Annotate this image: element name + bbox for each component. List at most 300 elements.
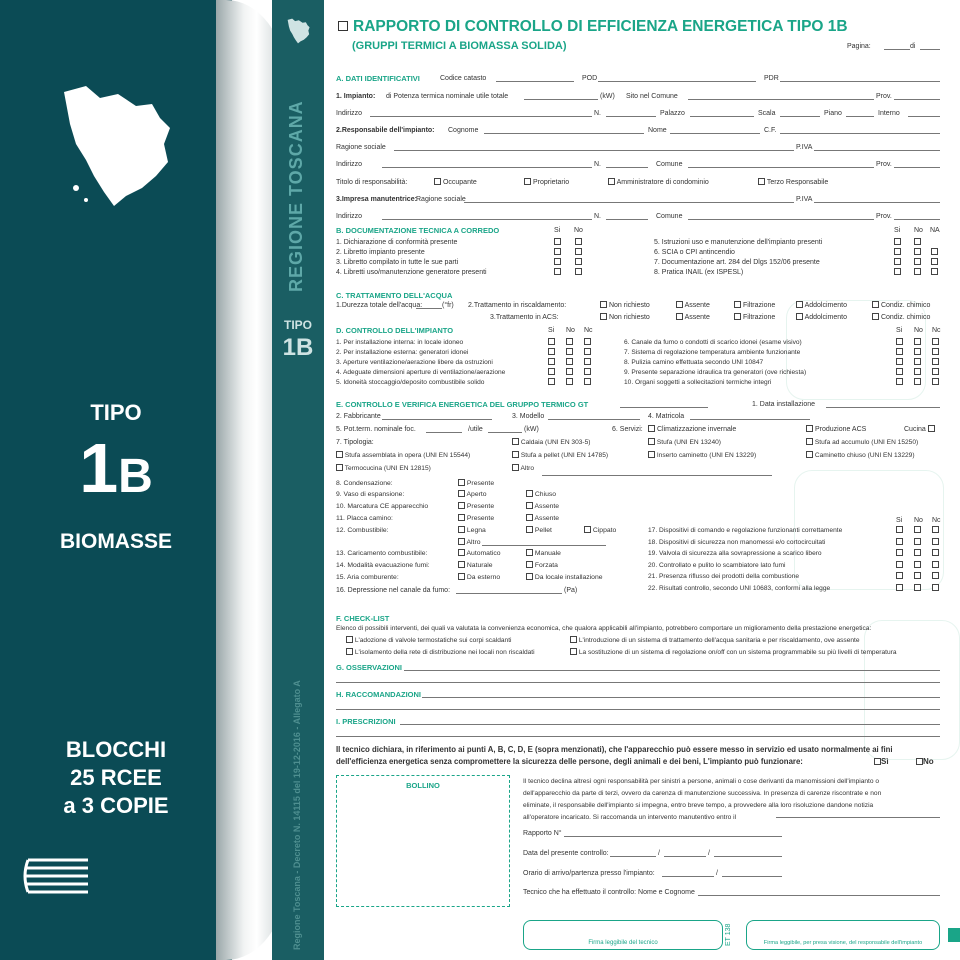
e-left-opt-8-0[interactable]: Da esterno <box>458 573 500 582</box>
cf-field[interactable] <box>780 133 940 134</box>
d-checkbox-6-2[interactable] <box>932 338 939 347</box>
d-item-4: 4. Adeguate dimensioni aperture di ventilazione/aerazione <box>336 369 506 376</box>
e-left-opt-0-0[interactable]: Presente <box>458 479 494 488</box>
n-field-2[interactable] <box>606 167 648 168</box>
section-h-heading: H. RACCOMANDAZIONI <box>336 690 421 699</box>
matricola-field[interactable] <box>690 419 810 420</box>
f-item-1[interactable]: L'adozione di valvole termostatiche sui corpi scaldanti <box>346 636 512 645</box>
b-checkbox-6-0[interactable] <box>894 248 901 257</box>
b-checkbox-5-1[interactable] <box>914 238 921 247</box>
fabbricante-label: 2. Fabbricante <box>336 413 381 420</box>
e-left-opt-6-1[interactable]: Manuale <box>526 549 561 558</box>
osservazioni-field[interactable] <box>404 670 940 671</box>
b-item-4: 4. Libretti uso/manutenzione generatore presenti <box>336 269 487 276</box>
pot-label: 5. Pot.term. nominale foc. <box>336 426 416 433</box>
d-item-3: 3. Aperture ventilazione/aerazione libere da ostruzioni <box>336 359 493 366</box>
tipo-opt-8[interactable]: Altro <box>512 464 534 473</box>
e-checkbox-18-0[interactable] <box>896 538 903 547</box>
tipo-opt-0[interactable]: Caldaia (UNI EN 303-5) <box>512 438 590 447</box>
b-checkbox-3-0[interactable] <box>554 258 561 267</box>
b-checkbox-4-1[interactable] <box>575 268 582 277</box>
d-item-10: 10. Organi soggetti a sollecitazioni termiche integri <box>624 379 772 386</box>
c-opt-0-3[interactable]: Addolcimento <box>796 301 847 310</box>
piano-field[interactable] <box>846 116 874 117</box>
d-checkbox-8-2[interactable] <box>932 358 939 367</box>
d-item-9: 9. Presente separazione idraulica tra generatori (ove richiesta) <box>624 369 807 376</box>
b-item-8: 8. Pratica INAIL (ex ISPESL) <box>654 269 744 276</box>
e-left-opt-4-2[interactable]: Cippato <box>584 526 616 535</box>
potenza-field[interactable] <box>524 99 598 100</box>
pot-field[interactable] <box>426 432 462 433</box>
form-code: ET 138 <box>725 923 732 946</box>
e-checkbox-21-1[interactable] <box>914 572 921 581</box>
data-year-field[interactable] <box>714 856 782 857</box>
indirizzo-field[interactable] <box>370 116 592 117</box>
b-item-2: 2. Libretto impianto presente <box>336 249 425 256</box>
d-checkbox-10-2[interactable] <box>932 378 939 387</box>
notebook-stack-icon <box>22 852 94 894</box>
d-no-header-2: No <box>914 327 923 334</box>
d-checkbox-5-1[interactable] <box>566 378 573 387</box>
opt-clima[interactable]: Climatizzazione invernale <box>648 425 736 434</box>
d-item-8: 8. Pulizia camino effettuata secondo UNI 10847 <box>624 359 764 366</box>
form-title: RAPPORTO DI CONTROLLO DI EFFICIENZA ENERGETICA TIPO 1B <box>338 18 848 36</box>
d-checkbox-7-0[interactable] <box>896 348 903 357</box>
comune-label-3: Comune <box>656 213 683 220</box>
d-checkbox-4-1[interactable] <box>566 368 573 377</box>
responsabile-label: 2.Responsabile dell'impianto: <box>336 127 435 134</box>
indirizzo-field-3[interactable] <box>382 219 592 220</box>
indirizzo-field-2[interactable] <box>382 167 592 168</box>
n-label-3: N. <box>594 213 601 220</box>
e-left-opt-7-1[interactable]: Forzata <box>526 561 558 570</box>
e-checkbox-20-1[interactable] <box>914 561 921 570</box>
titolo-label: Titolo di responsabilità: <box>336 179 408 186</box>
e-left-opt-3-0[interactable]: Presente <box>458 514 494 523</box>
orario-partenza-field[interactable] <box>722 876 782 877</box>
orario-label: Orario di arrivo/partenza presso l'impianto: <box>523 870 655 877</box>
can-run-no[interactable]: No <box>916 757 934 766</box>
d-checkbox-2-0[interactable] <box>548 348 555 357</box>
b-checkbox-2-1[interactable] <box>575 248 582 257</box>
comune-field[interactable] <box>688 99 874 100</box>
di-label: di <box>910 43 916 50</box>
d-checkbox-2-1[interactable] <box>566 348 573 357</box>
e-checkbox-19-2[interactable] <box>932 549 939 558</box>
e-checkbox-20-0[interactable] <box>896 561 903 570</box>
d-nc-header-2: Nc <box>932 327 941 334</box>
section-f-heading: F. CHECK-LIST <box>336 614 390 623</box>
data-sep-2: / <box>708 850 710 857</box>
firma-responsabile-label: Firma leggibile, per presa visione, del responsabile dell'impianto <box>763 940 923 946</box>
catasto-field[interactable] <box>496 81 574 82</box>
e-left-label-9: 9. Vaso di espansione: <box>336 491 405 498</box>
b-checkbox-6-2[interactable] <box>931 248 938 257</box>
tecnico-field[interactable] <box>698 895 940 896</box>
c-opt-0-0[interactable]: Non richiesto <box>600 301 650 310</box>
scala-field[interactable] <box>780 116 820 117</box>
tipo-opt-7[interactable]: Termocucina (UNI EN 12815) <box>336 464 431 473</box>
e-checkbox-22-0[interactable] <box>896 584 903 593</box>
b-checkbox-1-1[interactable] <box>575 238 582 247</box>
combustibile-altro-field[interactable] <box>482 545 606 546</box>
orario-sep: / <box>716 870 718 877</box>
acs-label: 3.Trattamento in ACS: <box>490 314 559 321</box>
tipo-opt-3[interactable]: Stufa assemblata in opera (UNI EN 15544) <box>336 451 470 460</box>
raccomandazioni-field[interactable] <box>422 697 940 698</box>
f-intro: Elenco di possibili interventi, dei quali va valutata la convenienza economica, che qualora applicabili all'impianto, potrebbero comportare un miglioramento della prestazione energetica: <box>336 625 872 632</box>
tipo-opt-1[interactable]: Stufa (UNI EN 13240) <box>648 438 721 447</box>
b-checkbox-8-2[interactable] <box>931 268 938 277</box>
e-left-opt-8-1[interactable]: Da locale installazione <box>526 573 603 582</box>
e-left-label-15: 14. Modalità evacuazione fumi: <box>336 562 430 569</box>
tuscany-map-icon <box>56 84 172 208</box>
rapporto-field[interactable] <box>564 836 782 837</box>
rapporto-label: Rapporto N° <box>523 830 562 837</box>
e-checkbox-19-0[interactable] <box>896 549 903 558</box>
e-left-label-16: 15. Aria comburente: <box>336 574 399 581</box>
cover-panel <box>0 0 232 960</box>
kw-label: (kW) <box>600 93 615 100</box>
e-checkbox-21-0[interactable] <box>896 572 903 581</box>
d-checkbox-5-2[interactable] <box>584 378 591 387</box>
piva2-field[interactable] <box>814 202 940 203</box>
e-left-label-8: 8. Condensazione: <box>336 480 393 487</box>
e-left-opt-2-0[interactable]: Presente <box>458 502 494 511</box>
d-checkbox-7-2[interactable] <box>932 348 939 357</box>
palazzo-label: Palazzo <box>660 110 685 117</box>
data-month-field[interactable] <box>664 856 706 857</box>
d-checkbox-6-0[interactable] <box>896 338 903 347</box>
orario-arrivo-field[interactable] <box>662 876 714 877</box>
utile-label: /utile <box>468 426 483 433</box>
c-opt-0-2[interactable]: Filtrazione <box>734 301 775 310</box>
section-c-heading: C. TRATTAMENTO DELL'ACQUA <box>336 291 453 300</box>
d-nc-header: Nc <box>584 327 593 334</box>
ragione2-field[interactable] <box>464 202 794 203</box>
opt-cucina[interactable]: Cucina <box>904 425 935 434</box>
d-checkbox-10-1[interactable] <box>914 378 921 387</box>
prov-field[interactable] <box>894 99 940 100</box>
b-item-3: 3. Libretto compilato in tutte le sue parti <box>336 259 459 266</box>
e-right-item-22: 22. Risultati controllo, secondo UNI 10683, conformi alla legge <box>648 584 831 592</box>
corner-mark <box>948 928 960 942</box>
prov-field-3[interactable] <box>894 219 940 220</box>
b-si-header: Si <box>554 227 561 234</box>
disclaimer-line-2: dell'apparecchio da parte di terzi, ovvero da carenza di manutenzione successiva. In presenza di carenze riscontrate e non <box>523 790 882 797</box>
d-item-1: 1. Per installazione interna: in locale idoneo <box>336 339 464 346</box>
e-right-item-18: 18. Dispositivi di sicurezza non manomessi e/o cortocircuitati <box>648 538 826 546</box>
d-checkbox-2-2[interactable] <box>584 348 591 357</box>
d-checkbox-4-0[interactable] <box>548 368 555 377</box>
f-item-4[interactable]: La sostituzione di un sistema di regolazione on/off con un sistema programmabile su più livelli di temperatura <box>570 648 897 657</box>
b-no-header-2: No <box>914 227 923 234</box>
d-checkbox-3-2[interactable] <box>584 358 591 367</box>
cognome-label: Cognome <box>448 127 479 134</box>
b-checkbox-5-0[interactable] <box>894 238 901 247</box>
band-decree: Regione Toscana - Decreto N. 14115 del 19-12-2016 - Allegato A <box>292 680 302 950</box>
d-si-header-2: Si <box>896 327 903 334</box>
d-checkbox-9-2[interactable] <box>932 368 939 377</box>
band-region: REGIONE TOSCANA <box>286 100 306 292</box>
data-sep: / <box>658 850 660 857</box>
fabbricante-field[interactable] <box>382 419 492 420</box>
impresa-label: 3.Impresa manutentrice: <box>336 196 417 203</box>
depr-field[interactable] <box>456 593 562 594</box>
data-day-field[interactable] <box>610 856 656 857</box>
e-no-header: No <box>914 517 923 524</box>
piano-label: Piano <box>824 110 842 117</box>
c-opt-1-0[interactable]: Non richiesto <box>600 313 650 322</box>
d-checkbox-3-1[interactable] <box>566 358 573 367</box>
e-left-opt-7-0[interactable]: Naturale <box>458 561 493 570</box>
section-i-heading: I. PRESCRIZIONI <box>336 717 396 726</box>
cover-category: BIOMASSE <box>59 530 172 553</box>
pdr-label: PDR <box>764 75 779 82</box>
depr-label: 16. Depressione nel canale da fumo: <box>336 587 451 594</box>
modello-field[interactable] <box>548 419 640 420</box>
comune-label-2: Comune <box>656 161 683 168</box>
n-field-3[interactable] <box>606 219 648 220</box>
matricola-label: 4. Matricola <box>648 413 685 420</box>
c-opt-1-3[interactable]: Addolcimento <box>796 313 847 322</box>
c-opt-1-4[interactable]: Condiz. chimico <box>872 313 930 322</box>
e-checkbox-17-1[interactable] <box>914 526 921 535</box>
gt-field[interactable] <box>620 407 708 408</box>
piva2-label: P.IVA <box>796 196 813 203</box>
band-tipo: TIPO <box>283 318 312 332</box>
side-band <box>272 0 324 960</box>
prescrizioni-field[interactable] <box>400 724 940 725</box>
b-checkbox-8-0[interactable] <box>894 268 901 277</box>
tipo-opt-2[interactable]: Stufa ad accumulo (UNI EN 15250) <box>806 438 918 447</box>
tipo-altro-field[interactable] <box>542 475 772 476</box>
data-label: Data del presente controllo: <box>523 850 609 857</box>
pagina-label: Pagina: <box>847 43 871 50</box>
e-right-item-21: 21. Presenza riflusso dei prodotti della combustione <box>648 573 800 580</box>
form-subtitle: (GRUPPI TERMICI A BIOMASSA SOLIDA) <box>352 40 567 52</box>
e-left-opt-3-1[interactable]: Assente <box>526 514 559 523</box>
interno-field[interactable] <box>908 116 940 117</box>
e-left-opt-4-0[interactable]: Legna <box>458 526 486 535</box>
e-checkbox-22-2[interactable] <box>932 584 939 593</box>
d-checkbox-1-0[interactable] <box>548 338 555 347</box>
pod-label: POD <box>582 75 598 82</box>
section-d-heading: D. CONTROLLO DELL'IMPIANTO <box>336 326 454 335</box>
opt-acs[interactable]: Produzione ACS <box>806 425 866 434</box>
pod-field[interactable] <box>598 81 756 82</box>
utile-field[interactable] <box>488 432 522 433</box>
d-item-5: 5. Idoneità stoccaggio/deposito combustibile solido <box>336 379 485 386</box>
d-si-header: Si <box>548 327 555 334</box>
b-na-header: NA <box>930 227 940 234</box>
d-checkbox-4-2[interactable] <box>584 368 591 377</box>
d-checkbox-6-1[interactable] <box>914 338 921 347</box>
e-checkbox-22-1[interactable] <box>914 584 921 593</box>
c-opt-1-2[interactable]: Filtrazione <box>734 313 775 322</box>
piva-field[interactable] <box>814 150 940 151</box>
catasto-label: Codice catasto <box>440 75 487 82</box>
indirizzo-label-3: Indirizzo <box>336 213 363 220</box>
ragione-field[interactable] <box>394 150 794 151</box>
can-run-yes[interactable]: Sì <box>874 757 889 766</box>
nome-label: Nome <box>648 127 667 134</box>
section-e-heading: E. CONTROLLO E VERIFICA ENERGETICA DEL GRUPPO TERMICO GT <box>336 400 589 409</box>
e-kw-label: (kW) <box>524 426 539 433</box>
section-a-heading: A. DATI IDENTIFICATIVI <box>336 74 420 83</box>
e-checkbox-20-2[interactable] <box>932 561 939 570</box>
b-checkbox-1-0[interactable] <box>554 238 561 247</box>
e-left-label-14: 13. Caricamento combustibile: <box>336 550 428 557</box>
e-left-opt-4-1[interactable]: Pellet <box>526 526 552 535</box>
e-left-opt-6-0[interactable]: Automatico <box>458 549 501 558</box>
b-checkbox-7-1[interactable] <box>914 258 921 267</box>
e-checkbox-21-2[interactable] <box>932 572 939 581</box>
d-checkbox-3-0[interactable] <box>548 358 555 367</box>
durezza-field[interactable] <box>416 308 442 309</box>
prov-label-2: Prov. <box>876 161 892 168</box>
tipologia-label: 7. Tipologia: <box>336 439 374 446</box>
d-checkbox-8-0[interactable] <box>896 358 903 367</box>
c-opt-1-1[interactable]: Assente <box>676 313 710 322</box>
c-opt-0-4[interactable]: Condiz. chimico <box>872 301 930 310</box>
prescrizioni-field-2[interactable] <box>336 736 940 737</box>
d-item-2: 2. Per installazione esterna: generatori idonei <box>336 349 469 356</box>
c-opt-0-1[interactable]: Assente <box>676 301 710 310</box>
firma-tecnico-label: Firma leggibile del tecnico <box>588 940 658 946</box>
cover-code: 1B <box>79 429 153 507</box>
interno-label: Interno <box>878 110 900 117</box>
comune-field-2[interactable] <box>688 167 874 168</box>
b-item-5: 5. Istruzioni uso e manutenzione dell'impianto presenti <box>654 239 823 246</box>
opt-proprietario[interactable]: Proprietario <box>524 178 569 187</box>
d-checkbox-10-0[interactable] <box>896 378 903 387</box>
tecnico-label: Tecnico che ha effettuato il controllo: Nome e Cognome <box>523 889 695 896</box>
d-checkbox-8-1[interactable] <box>914 358 921 367</box>
declaration-line-2: dell'efficienza energetica senza compromettere la sicurezza delle persone, degli animali e dei beni, L'impianto può funzionare: <box>336 757 803 766</box>
disclaimer-line-1: Il tecnico declina altresì ogni responsabilità per sinistri a persone, animali o cose derivanti da manomissioni dell'impianto o <box>523 778 880 785</box>
di-field[interactable] <box>920 49 940 50</box>
servizi-label: 6. Servizi: <box>612 426 643 433</box>
scala-label: Scala <box>758 110 776 117</box>
inst-field[interactable] <box>826 407 940 408</box>
watermark-frame <box>864 620 960 760</box>
e-right-item-20: 20. Controllato e pulito lo scambiatore lato fumi <box>648 561 786 569</box>
b-item-6: 6. SCIA o CPI antincendio <box>654 249 735 256</box>
fr-label: (°fr) <box>442 302 454 309</box>
e-checkbox-17-2[interactable] <box>932 526 939 535</box>
n-label: N. <box>594 110 601 117</box>
e-checkbox-18-1[interactable] <box>914 538 921 547</box>
e-nc-header: Nc <box>932 517 941 524</box>
ragione-label: Ragione sociale <box>336 144 386 151</box>
b-checkbox-3-1[interactable] <box>575 258 582 267</box>
e-left-label-10: 10. Marcatura CE apparecchio <box>336 503 429 510</box>
e-left-opt-5-0[interactable]: Altro <box>458 538 481 547</box>
risc-label: 2.Trattamento in riscaldamento: <box>468 302 567 309</box>
disclaimer-line-4: all'operatore incaricato. Si raccomanda un intervento manutentivo entro il <box>523 814 737 821</box>
e-left-opt-2-1[interactable]: Assente <box>526 502 559 511</box>
e-left-opt-1-0[interactable]: Aperto <box>458 490 487 499</box>
d-checkbox-7-1[interactable] <box>914 348 921 357</box>
tipo-opt-6[interactable]: Caminetto chiuso (UNI EN 13229) <box>806 451 915 460</box>
bollino-box <box>336 775 510 907</box>
cover-blocks: BLOCCHI 25 RCEE a 3 COPIE <box>63 737 169 818</box>
d-checkbox-5-0[interactable] <box>548 378 555 387</box>
f-item-3[interactable]: L'isolamento della rete di distribuzione nei locali non riscaldati <box>346 648 535 657</box>
prov-label-3: Prov. <box>876 213 892 220</box>
tipo-opt-5[interactable]: Inserto caminetto (UNI EN 13229) <box>648 451 756 460</box>
b-checkbox-7-2[interactable] <box>931 258 938 267</box>
b-item-1: 1. Dichiarazione di conformità presente <box>336 239 458 246</box>
e-checkbox-18-2[interactable] <box>932 538 939 547</box>
e-left-opt-1-1[interactable]: Chiuso <box>526 490 556 499</box>
d-checkbox-9-1[interactable] <box>914 368 921 377</box>
inst-label: 1. Data installazione <box>752 401 816 408</box>
disclaimer-line-3: eliminate, il responsabile dell'impianto si impegna, entro breve tempo, a provvedere alla loro risoluzione dandone notizia <box>523 802 874 809</box>
n-label-2: N. <box>594 161 601 168</box>
opt-terzo[interactable]: Terzo Responsabile <box>758 178 828 187</box>
title-checkbox[interactable] <box>338 21 348 31</box>
d-item-6: 6. Canale da fumo o condotti di scarico idonei (esame visivo) <box>624 339 802 346</box>
d-item-7: 7. Sistema di regolazione temperatura ambiente funzionante <box>624 349 801 356</box>
cf-label: C.F. <box>764 127 777 134</box>
pa-label: (Pa) <box>564 587 578 594</box>
b-checkbox-8-1[interactable] <box>914 268 921 277</box>
tipo-opt-4[interactable]: Stufa a pellet (UNI EN 14785) <box>512 451 608 460</box>
e-left-label-12: 12. Combustibile: <box>336 527 389 534</box>
nome-field[interactable] <box>670 133 760 134</box>
comune-field-3[interactable] <box>688 219 874 220</box>
potenza-label: di Potenza termica nominale utile totale <box>386 93 509 100</box>
declaration-line-1: Il tecnico dichiara, in riferimento ai punti A, B, C, D, E (sopra menzionati), che l'apparecchio può essere messo in servizio ed usato normalmente ai fini <box>336 745 893 754</box>
e-left-label-11: 11. Placca camino: <box>336 515 393 522</box>
d-checkbox-1-2[interactable] <box>584 338 591 347</box>
modello-label: 3. Modello <box>512 413 545 420</box>
pagina-field[interactable] <box>884 49 910 50</box>
b-checkbox-4-0[interactable] <box>554 268 561 277</box>
b-checkbox-6-1[interactable] <box>914 248 921 257</box>
b-si-header-2: Si <box>894 227 901 234</box>
opt-amministratore[interactable]: Amministratore di condominio <box>608 178 709 187</box>
raccomandazioni-field-2[interactable] <box>336 709 940 710</box>
b-checkbox-7-0[interactable] <box>894 258 901 267</box>
e-si-header: Si <box>896 517 903 524</box>
manutenzione-entro-field[interactable] <box>776 817 940 818</box>
f-item-2[interactable]: L'introduzione di un sistema di trattamento dell'acqua sanitaria e per riscaldamento, ove assente <box>570 636 860 645</box>
prov-label: Prov. <box>876 93 892 100</box>
pdr-field[interactable] <box>780 81 940 82</box>
d-checkbox-1-1[interactable] <box>566 338 573 347</box>
palazzo-field[interactable] <box>690 116 754 117</box>
b-item-7: 7. Documentazione art. 284 del Dlgs 152/06 presente <box>654 259 820 266</box>
d-checkbox-9-0[interactable] <box>896 368 903 377</box>
opt-occupante[interactable]: Occupante <box>434 178 477 187</box>
cognome-field[interactable] <box>484 133 644 134</box>
e-checkbox-17-0[interactable] <box>896 526 903 535</box>
n-field[interactable] <box>606 116 656 117</box>
d-no-header: No <box>566 327 575 334</box>
e-checkbox-19-1[interactable] <box>914 549 921 558</box>
b-no-header: No <box>574 227 583 234</box>
osservazioni-field-2[interactable] <box>336 682 940 683</box>
cover-tipo: TIPO <box>90 400 142 425</box>
section-b-heading: B. DOCUMENTAZIONE TECNICA A CORREDO <box>336 226 500 235</box>
e-right-item-17: 17. Dispositivi di comando e regolazione funzionanti correttamente <box>648 527 843 534</box>
band-code: 1B <box>282 334 314 361</box>
prov-field-2[interactable] <box>894 167 940 168</box>
b-checkbox-2-0[interactable] <box>554 248 561 257</box>
